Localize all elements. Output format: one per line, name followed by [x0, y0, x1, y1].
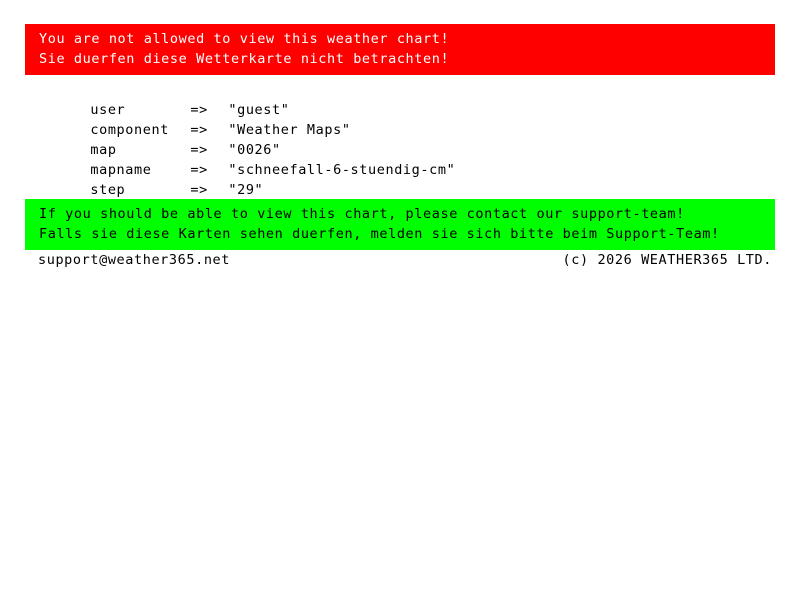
parameter-key: user	[90, 102, 126, 118]
parameter-value: "schneefall-6-stuendig-cm"	[228, 162, 456, 178]
parameter-key: step	[90, 182, 126, 198]
parameter-arrow: =>	[190, 102, 208, 118]
parameter-value: "guest"	[228, 102, 290, 118]
parameter-list	[38, 80, 456, 198]
parameter-arrow: =>	[190, 182, 208, 198]
error-banner-line-de: Sie duerfen diese Wetterkarte nicht betrachten!	[39, 51, 450, 67]
parameter-key: mapname	[90, 162, 152, 178]
error-banner	[25, 24, 775, 75]
info-banner	[25, 199, 775, 250]
footer	[38, 250, 772, 270]
copyright-text: (c) 2026 WEATHER365 LTD.	[562, 252, 772, 268]
parameter-arrow: =>	[190, 122, 208, 138]
parameter-value: "29"	[228, 182, 264, 198]
parameter-arrow: =>	[190, 162, 208, 178]
parameter-value: "0026"	[228, 142, 281, 158]
info-banner-line-de: Falls sie diese Karten sehen duerfen, melden sie sich bitte beim Support-Team!	[39, 226, 720, 242]
parameter-arrow: =>	[190, 142, 208, 158]
parameter-value: "Weather Maps"	[228, 122, 351, 138]
info-banner-line-en: If you should be able to view this chart, please contact our support-team!	[39, 206, 685, 222]
parameter-key: component	[90, 122, 169, 138]
parameter-key: map	[90, 142, 117, 158]
parameter-row-user	[38, 80, 455, 118]
support-email-link[interactable]: support@weather365.net	[38, 252, 231, 268]
error-banner-line-en: You are not allowed to view this weather chart!	[39, 31, 450, 47]
